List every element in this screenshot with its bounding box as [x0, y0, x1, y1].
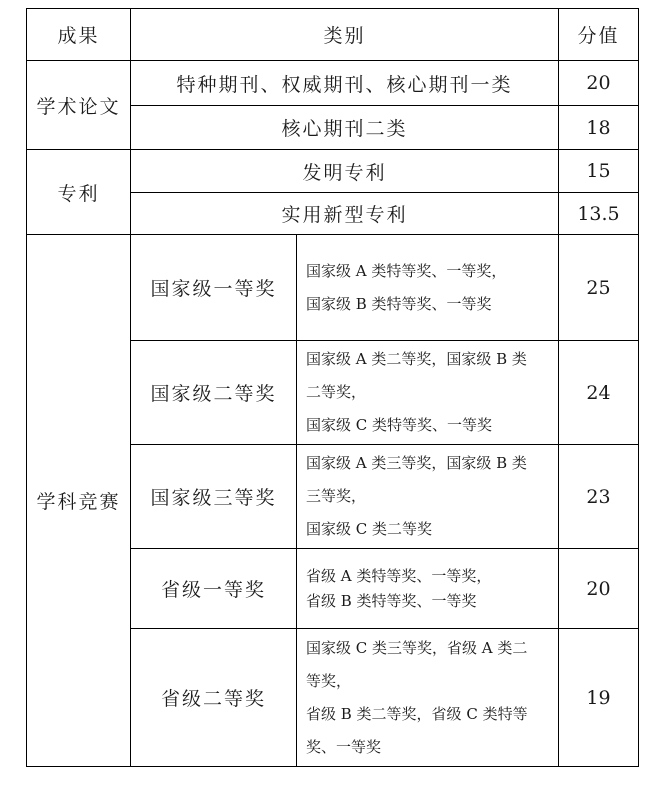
header-outcome: 成果	[27, 9, 131, 61]
score-cell: 24	[559, 341, 639, 445]
detail-line: 国家级 C 类二等奖	[306, 520, 433, 538]
category-cell: 特种期刊、权威期刊、核心期刊一类	[131, 61, 559, 106]
score-cell: 20	[559, 61, 639, 106]
level-cell: 省级一等奖	[131, 549, 297, 629]
detail-line: 二等奖，	[306, 383, 367, 401]
category-cell: 发明专利	[131, 150, 559, 193]
group-label-competitions: 学科竞赛	[27, 235, 131, 767]
table-row	[27, 61, 639, 106]
score-cell: 23	[559, 445, 639, 549]
detail-line: 三等奖，	[306, 487, 367, 505]
detail-line: 省级 B 类特等奖、一等奖	[306, 591, 477, 610]
header-category: 类别	[131, 9, 559, 61]
detail-line: 省级 B 类二等奖，省级 C 类特等	[306, 704, 528, 723]
score-cell: 20	[559, 549, 639, 629]
table-row	[27, 235, 639, 341]
detail-cell	[297, 629, 559, 767]
score-cell: 15	[559, 150, 639, 193]
detail-line: 奖、一等奖	[306, 737, 382, 756]
detail-cell	[297, 445, 559, 549]
detail-line: 省级 A 类特等奖、一等奖，	[306, 566, 492, 585]
detail-line: 等奖，	[306, 671, 352, 690]
detail-cell	[297, 549, 559, 629]
category-cell: 核心期刊二类	[131, 106, 559, 150]
detail-line: 国家级 A 类二等奖，国家级 B 类	[306, 350, 527, 368]
detail-line: 国家级 C 类特等奖、一等奖	[306, 416, 493, 434]
detail-line: 国家级 B 类特等奖、一等奖	[306, 294, 492, 313]
score-cell: 25	[559, 235, 639, 341]
detail-line: 国家级 A 类特等奖、一等奖，	[306, 261, 507, 280]
score-cell: 18	[559, 106, 639, 150]
level-cell: 省级二等奖	[131, 629, 297, 767]
level-cell: 国家级二等奖	[131, 341, 297, 445]
level-cell: 国家级一等奖	[131, 235, 297, 341]
score-cell: 13.5	[559, 193, 639, 235]
table-row	[27, 150, 639, 193]
group-label-patents: 专利	[27, 150, 131, 235]
detail-line: 国家级 C 类三等奖，省级 A 类二	[306, 638, 528, 657]
level-cell: 国家级三等奖	[131, 445, 297, 549]
header-row	[27, 9, 639, 61]
header-score: 分值	[559, 9, 639, 61]
category-cell: 实用新型专利	[131, 193, 559, 235]
detail-cell	[297, 235, 559, 341]
group-label-papers: 学术论文	[27, 61, 131, 150]
detail-cell	[297, 341, 559, 445]
detail-line: 国家级 A 类三等奖，国家级 B 类	[306, 454, 527, 472]
score-table	[26, 8, 639, 767]
score-cell: 19	[559, 629, 639, 767]
